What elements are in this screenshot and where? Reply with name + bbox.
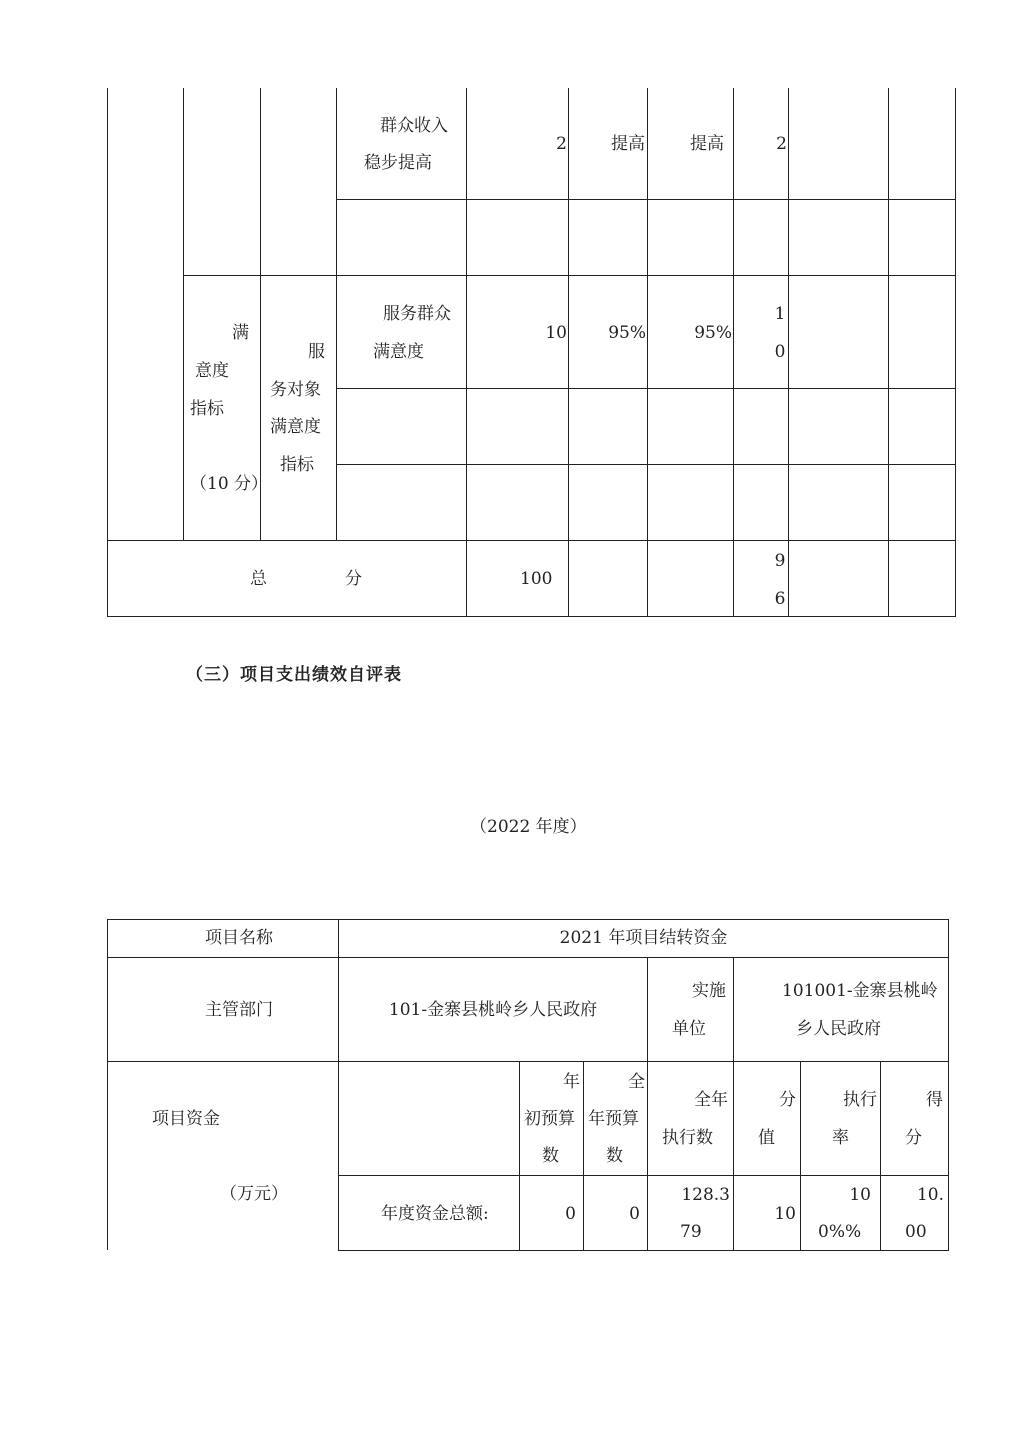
header-score-2: 分 — [905, 1128, 922, 1148]
actual-cell: 95% — [694, 323, 732, 343]
total-label-b: 分 — [345, 569, 362, 589]
border-line — [568, 88, 569, 617]
header-score-1: 得 — [926, 1090, 943, 1110]
header-rate-1: 执行 — [843, 1090, 877, 1110]
border-line — [338, 919, 339, 1251]
indicator-income-line1: 群众收入 — [380, 116, 448, 136]
level1-line1: 满 — [232, 323, 249, 343]
executed-value-line1: 128.3 — [681, 1185, 730, 1205]
level1-line2: 意度 — [195, 361, 229, 381]
section-heading: （三）项目支出绩效自评表 — [186, 665, 402, 685]
weight-cell: 10 — [545, 323, 567, 343]
level2-line1: 服 — [308, 342, 325, 362]
funds-unit: （万元） — [220, 1184, 288, 1204]
impl-value-line1: 101001-金寨县桃岭 — [782, 981, 938, 1001]
total-score-line2: 6 — [774, 589, 786, 609]
indicator-income-line2: 稳步提高 — [364, 153, 432, 173]
border-line — [647, 88, 648, 617]
header-executed-2: 执行数 — [662, 1128, 713, 1148]
level2-line2: 务对象 — [270, 380, 321, 400]
score-value-line1: 10. — [916, 1185, 944, 1205]
funds-label: 项目资金 — [152, 1109, 220, 1129]
border-line — [107, 919, 108, 1250]
border-line — [733, 88, 734, 617]
border-line — [888, 88, 889, 617]
border-line — [107, 957, 949, 958]
border-line — [183, 88, 184, 541]
level1-line3: 指标 — [190, 399, 224, 419]
target-cell: 提高 — [611, 134, 645, 154]
level1-line4: （10 分） — [190, 474, 269, 494]
border-line — [336, 199, 956, 200]
dept-label: 主管部门 — [205, 1000, 273, 1020]
actual-cell: 提高 — [690, 134, 724, 154]
total-label-a: 总 — [250, 569, 267, 589]
total-weight: 100 — [520, 569, 553, 589]
border-line — [466, 88, 467, 617]
indicator-satisfaction-line1: 服务群众 — [383, 304, 451, 324]
header-initial-budget-2: 初预算 — [524, 1109, 575, 1129]
executed-value-line2: 79 — [680, 1222, 702, 1242]
impl-label-line2: 单位 — [672, 1019, 706, 1039]
indicator-satisfaction-line2: 满意度 — [373, 342, 424, 362]
weight-value: 10 — [774, 1204, 796, 1224]
score-value-line2: 00 — [905, 1222, 927, 1242]
impl-label-line1: 实施 — [692, 981, 726, 1001]
header-executed-1: 全年 — [694, 1090, 728, 1110]
score-cell-line1: 1 — [774, 304, 786, 324]
year-label: （2022 年度） — [470, 817, 587, 837]
project-name-value: 2021 年项目结转资金 — [559, 928, 728, 948]
initial-budget-value: 0 — [565, 1204, 576, 1224]
level2-line4: 指标 — [280, 455, 314, 475]
border-line — [336, 88, 337, 541]
border-line — [948, 919, 949, 1251]
header-initial-budget-3: 数 — [542, 1146, 559, 1166]
level2-line3: 满意度 — [270, 417, 321, 437]
header-full-budget-3: 数 — [606, 1146, 623, 1166]
border-line — [107, 88, 108, 617]
impl-value-line2: 乡人民政府 — [796, 1019, 881, 1039]
header-weight-1: 分 — [779, 1090, 796, 1110]
project-name-label: 项目名称 — [205, 928, 273, 948]
full-budget-value: 0 — [629, 1204, 640, 1224]
border-line — [107, 1061, 949, 1062]
border-line — [955, 88, 956, 617]
border-line — [336, 388, 956, 389]
border-line — [107, 616, 956, 617]
header-rate-2: 率 — [832, 1128, 849, 1148]
border-line — [336, 464, 956, 465]
border-line — [107, 540, 956, 541]
weight-cell: 2 — [556, 134, 567, 154]
dept-value: 101-金寨县桃岭乡人民政府 — [388, 1000, 598, 1020]
rate-value-line2: 0%% — [818, 1222, 862, 1242]
target-cell: 95% — [608, 323, 646, 343]
header-full-budget-2: 年预算 — [588, 1109, 639, 1129]
score-cell-line2: 0 — [774, 342, 786, 362]
border-line — [183, 275, 956, 276]
score-cell: 2 — [776, 134, 787, 154]
total-funds-label: 年度资金总额: — [381, 1204, 489, 1224]
rate-value-line1: 10 — [849, 1185, 871, 1205]
header-initial-budget-1: 年 — [563, 1072, 580, 1092]
header-full-budget-1: 全 — [628, 1072, 645, 1092]
header-weight-2: 值 — [758, 1128, 775, 1148]
total-score-line1: 9 — [774, 551, 786, 571]
